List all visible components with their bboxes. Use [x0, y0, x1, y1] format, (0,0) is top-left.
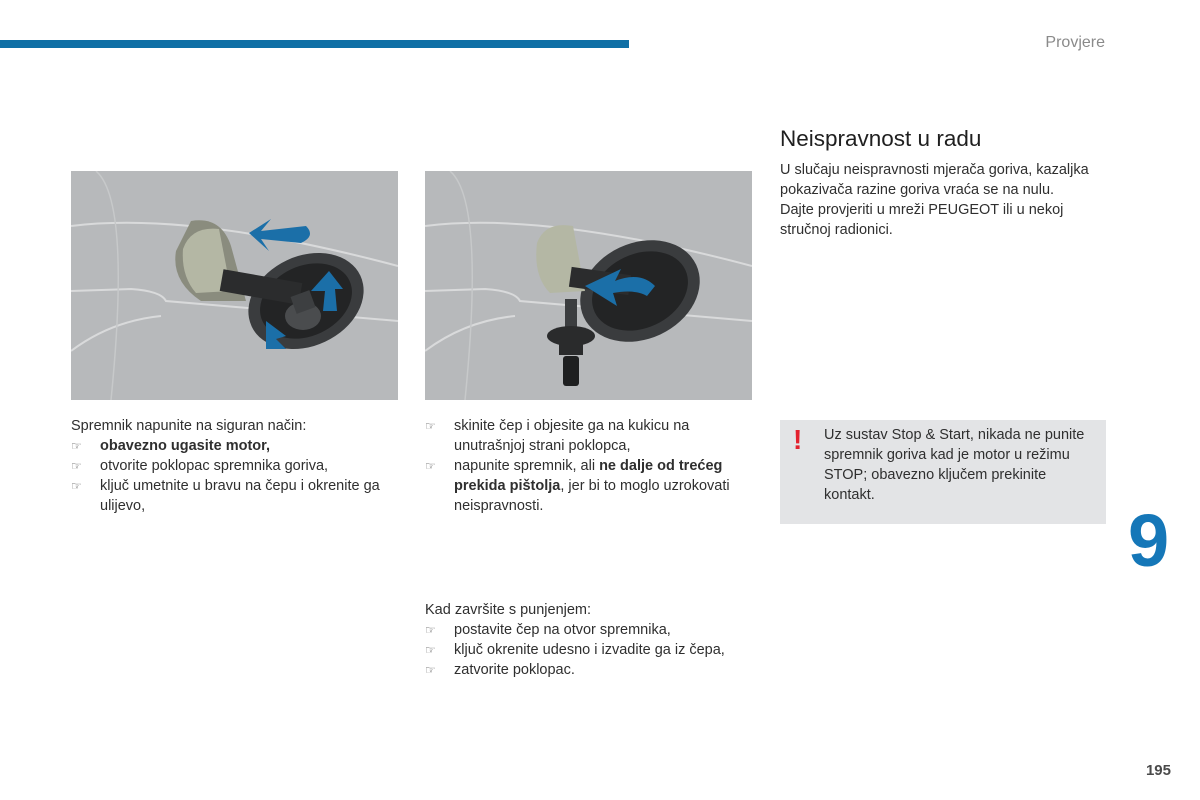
malfunction-paragraph-1: U slučaju neispravnosti mjerača goriva, kazaljka pokazivača razine goriva vraća se na nulu. — [780, 162, 1089, 198]
pointing-hand-icon: ☞ — [425, 663, 436, 677]
pointing-hand-icon: ☞ — [425, 419, 436, 433]
fill-steps-list — [71, 436, 403, 516]
after-filling-column — [425, 600, 755, 680]
pointing-hand-icon: ☞ — [71, 479, 82, 493]
pointing-hand-icon: ☞ — [71, 439, 82, 453]
list-item: ☞ ključ okrenite udesno i izvadite ga iz čepa, — [425, 642, 725, 658]
malfunction-paragraph-2: Dajte provjeriti u mreži PEUGEOT ili u nekoj stručnoj radionici. — [780, 202, 1064, 238]
after-filling-intro: Kad završite s punjenjem: — [425, 602, 592, 618]
list-item: ☞ otvorite poklopac spremnika goriva, — [71, 458, 329, 474]
pointing-hand-icon: ☞ — [425, 623, 436, 637]
fuel-cap-hook-illustration — [425, 171, 752, 400]
fill-intro: Spremnik napunite na siguran način: — [71, 418, 307, 434]
exclamation-icon: ! — [793, 424, 803, 455]
fill-steps-continued-column — [425, 416, 745, 516]
malfunction-text — [780, 160, 1110, 240]
warning-box — [780, 420, 1106, 524]
list-item: ☞ zatvorite poklopac. — [425, 662, 575, 678]
fill-procedure-column — [71, 416, 403, 516]
list-item: ☞ obavezno ugasite motor, — [71, 438, 270, 454]
list-item: ☞ napunite spremnik, ali ne dalje od trećeg prekida pištolja, jer bi to moglo uzrokovati neispravnosti. — [425, 458, 730, 514]
pointing-hand-icon: ☞ — [425, 643, 436, 657]
fuel-cap-open-illustration — [71, 171, 398, 400]
chapter-number: 9 — [1128, 499, 1170, 582]
page-number: 195 — [1145, 762, 1171, 779]
after-filling-list — [425, 620, 755, 680]
section-title: Provjere — [1045, 34, 1105, 51]
list-item: ☞ postavite čep na otvor spremnika, — [425, 622, 671, 638]
fill-steps-continued-list — [425, 416, 745, 516]
list-item: ☞ skinite čep i objesite ga na kukicu na unutrašnjoj strani poklopca, — [425, 418, 690, 454]
list-item: ☞ ključ umetnite u bravu na čepu i okrenite ga ulijevo, — [71, 478, 380, 514]
header-accent-bar — [0, 40, 629, 48]
pointing-hand-icon: ☞ — [425, 459, 436, 473]
warning-text: Uz sustav Stop & Start, nikada ne punite spremnik goriva kad je motor u režimu STOP; obavezno ključem prekinite kontakt. — [824, 427, 1085, 503]
malfunction-heading: Neispravnost u radu — [780, 126, 982, 151]
pointing-hand-icon: ☞ — [71, 459, 82, 473]
